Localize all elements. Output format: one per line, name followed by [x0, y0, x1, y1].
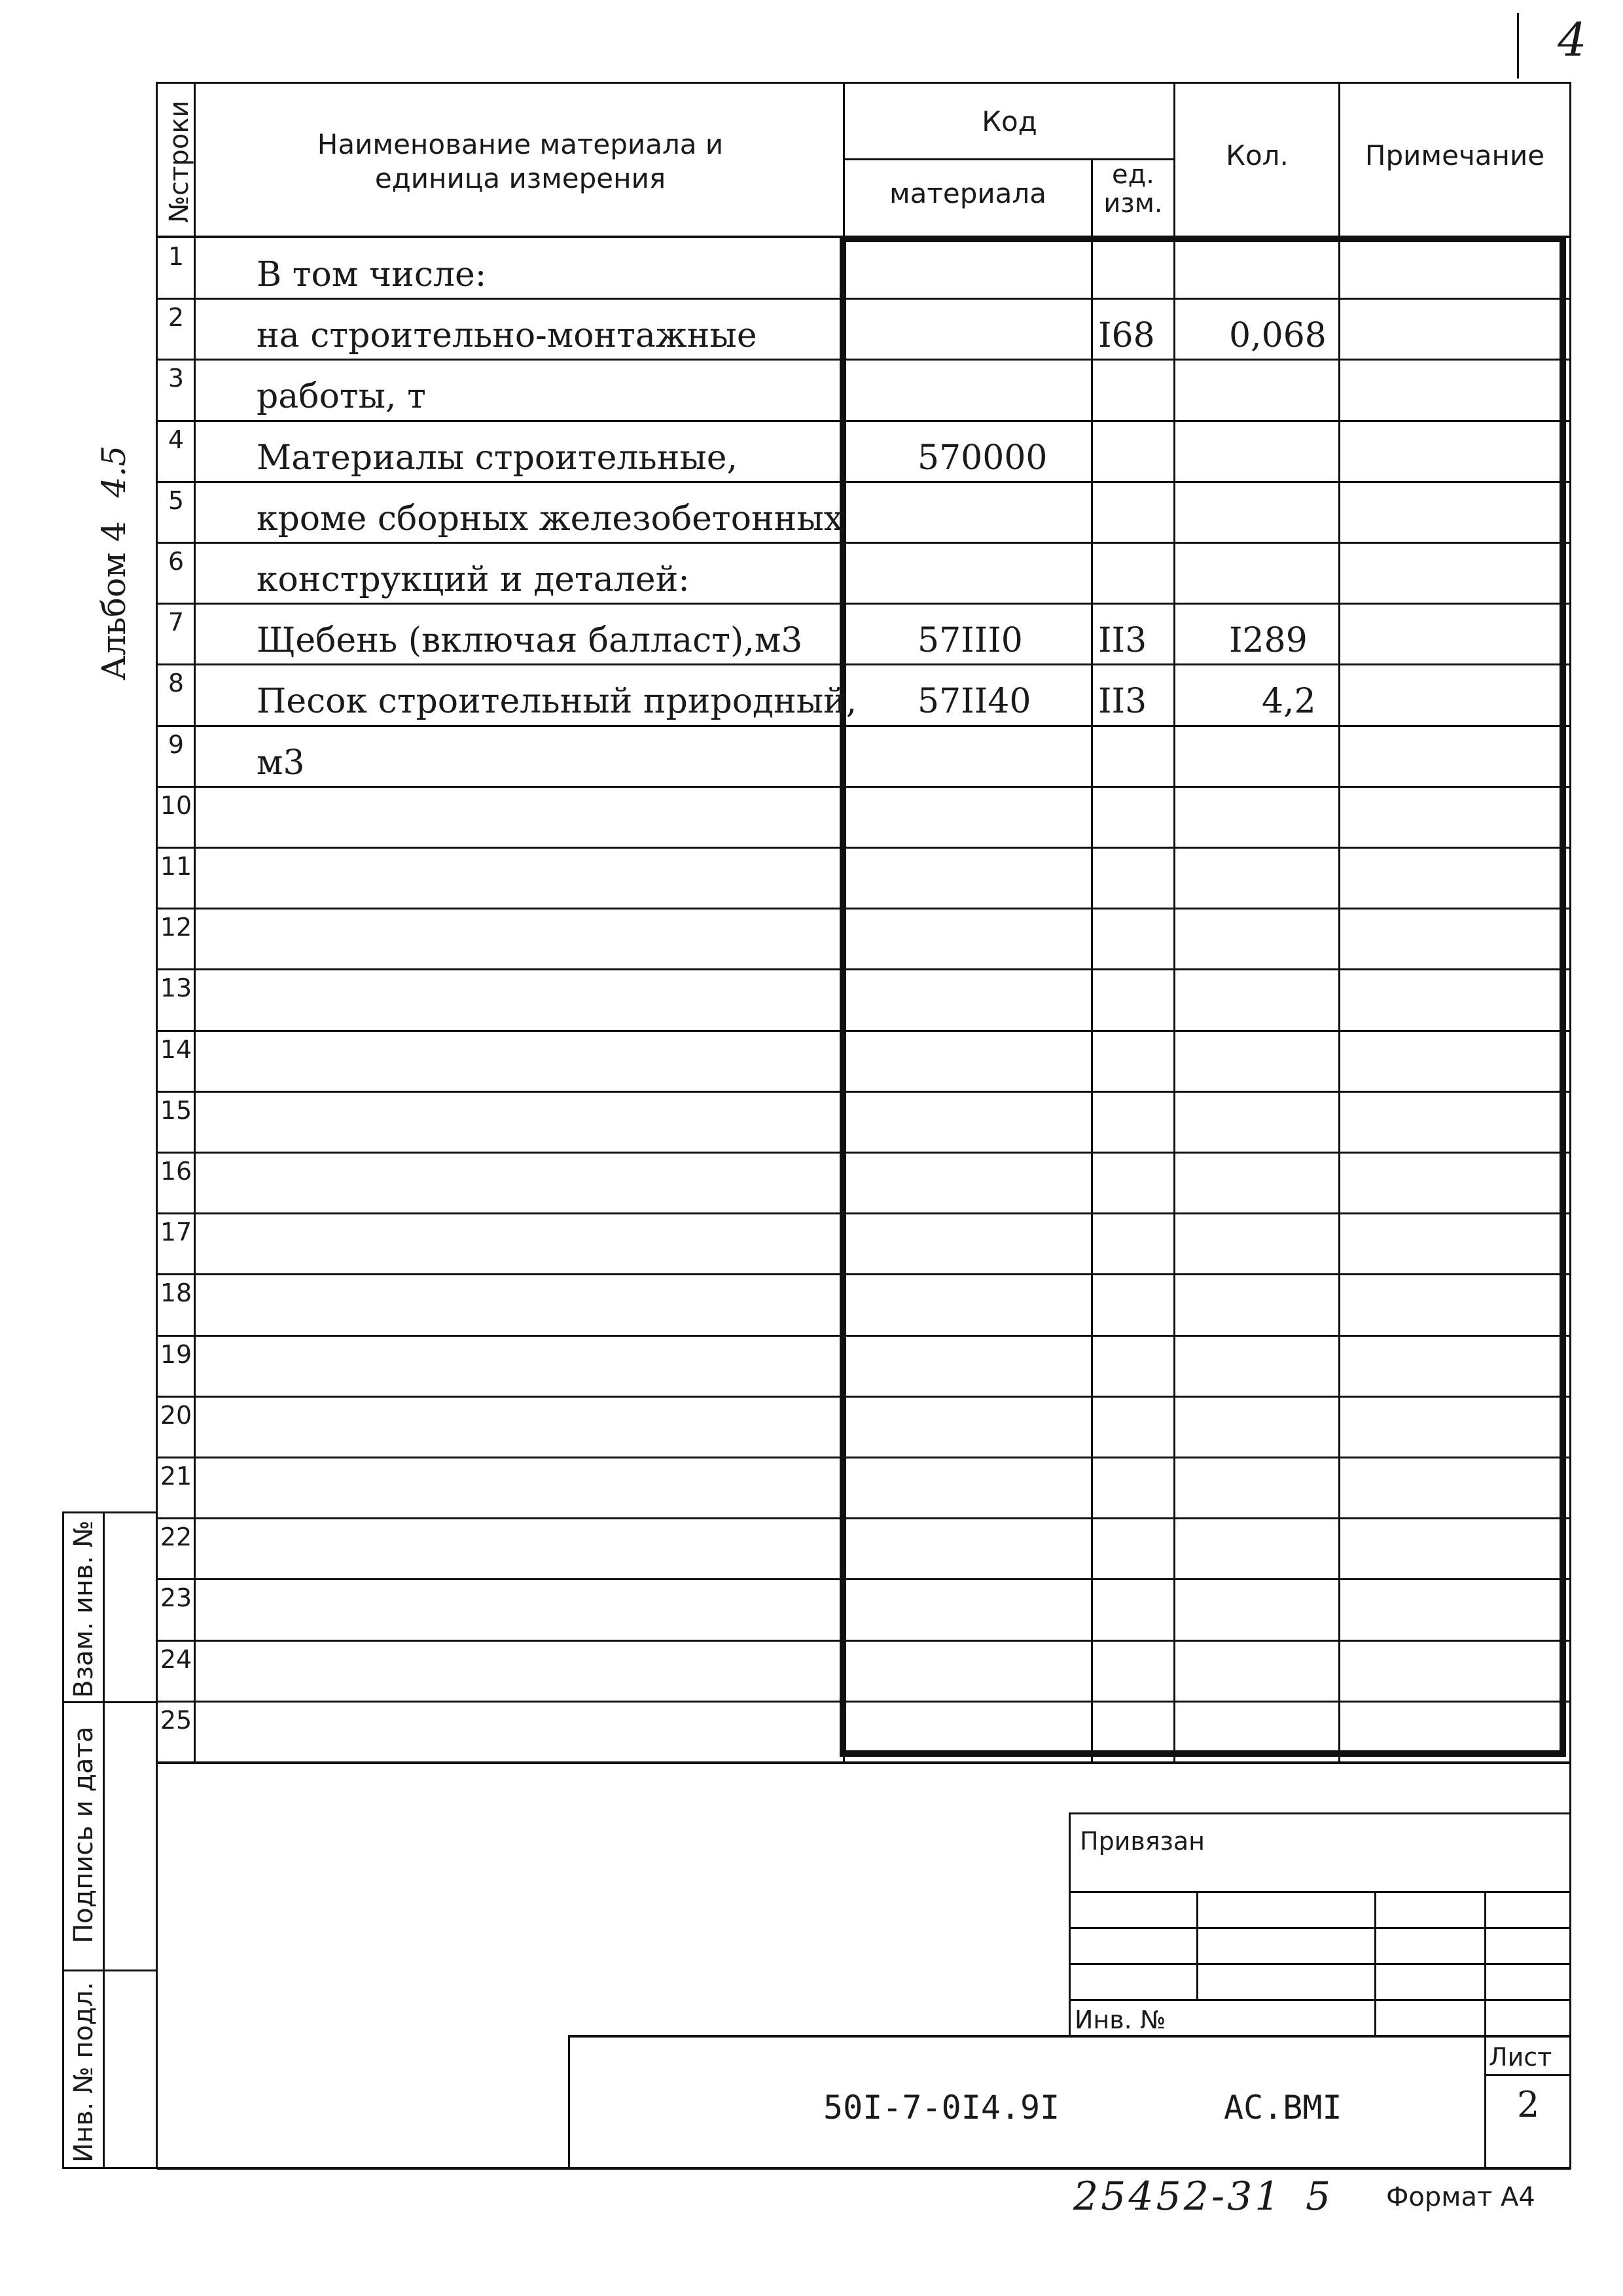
side-album-label [95, 446, 133, 680]
doc-block-left [568, 2035, 570, 2169]
privyazan-left [1069, 1812, 1071, 2035]
row-divider [157, 1030, 1571, 1032]
row-divider [157, 603, 1571, 605]
row-divider [157, 1273, 1571, 1275]
row-divider [157, 481, 1571, 483]
header-quantity: Кол. [1226, 139, 1289, 171]
side-podpis-data: Подпись и дата [69, 1726, 99, 1943]
row-number: 18 [160, 1279, 192, 1307]
title-block-top [157, 1761, 1571, 1764]
row-divider [157, 1640, 1571, 1642]
row-material-code: 57II40 [918, 682, 1031, 721]
inv-no-label: Инв. № [1075, 2005, 1166, 2034]
row-divider [157, 1517, 1571, 1519]
row-unit-code: II3 [1098, 621, 1147, 660]
privyazan-col2 [1374, 1891, 1376, 2036]
doc-block-top [568, 2035, 1571, 2038]
row-divider [157, 1396, 1571, 1398]
footer-handwritten-extra: 5 [1306, 2174, 1331, 2219]
list-number: 2 [1517, 2084, 1540, 2125]
privyazan-line1 [1069, 1891, 1571, 1893]
row-divider [157, 542, 1571, 544]
row-divider [157, 1212, 1571, 1214]
header-code: Код [982, 105, 1037, 137]
side-strip-mid-line [103, 1511, 105, 2169]
side-strip-div2 [62, 1969, 156, 1971]
corner-divider [1517, 13, 1519, 79]
row-divider [157, 663, 1571, 665]
col-line-right [1569, 82, 1571, 2169]
row-divider [157, 1578, 1571, 1580]
row-material-name: конструкций и деталей: [257, 560, 690, 599]
table-top-border [157, 82, 1571, 84]
header-row-number: №строки [164, 100, 194, 223]
row-number: 21 [160, 1462, 192, 1491]
row-material-name: В том числе: [257, 255, 487, 294]
row-divider [157, 359, 1571, 361]
row-material-code: 570000 [918, 438, 1048, 478]
row-number: 7 [168, 608, 185, 637]
side-vzam-inv: Взам. инв. № [69, 1520, 99, 1698]
privyazan-line4 [1069, 1999, 1571, 2001]
row-quantity: 4,2 [1262, 682, 1316, 721]
privyazan-top [1069, 1812, 1571, 1814]
doc-code: 50I-7-0I4.9I [823, 2089, 1060, 2127]
row-number: 25 [160, 1706, 192, 1735]
row-number: 6 [168, 547, 185, 576]
corner-sheet-mark: 4 [1558, 13, 1587, 67]
header-code-unit: ед. изм. [1103, 160, 1163, 219]
footer-handwritten-number: 25452-31 [1073, 2174, 1283, 2219]
row-number: 24 [160, 1645, 192, 1674]
row-number: 14 [160, 1035, 192, 1064]
row-unit-code: II3 [1098, 682, 1147, 721]
format-label: Формат А4 [1386, 2182, 1535, 2212]
privyazan-line2 [1069, 1927, 1571, 1929]
row-number: 17 [160, 1218, 192, 1246]
row-number: 13 [160, 974, 192, 1002]
row-divider [157, 725, 1571, 727]
header-material-name: Наименование материала и единица измерения [317, 128, 724, 194]
row-divider [157, 1152, 1571, 1154]
side-inv-podl: Инв. № подл. [69, 1982, 99, 2163]
privyazan-col1 [1196, 1891, 1198, 2001]
row-number: 19 [160, 1340, 192, 1369]
list-divider [1484, 2074, 1571, 2076]
row-material-name: Песок строительный природный, [257, 682, 857, 721]
row-divider [157, 908, 1571, 910]
row-quantity: 0,068 [1229, 316, 1327, 355]
side-strip-left-line [62, 1511, 64, 2169]
row-number: 15 [160, 1096, 192, 1125]
row-number: 2 [168, 303, 185, 332]
col-line-left [156, 82, 158, 2169]
row-divider [157, 298, 1571, 300]
row-divider [157, 1457, 1571, 1458]
col-line-rownum [194, 82, 196, 1763]
album-label: Альбом 4 [95, 521, 133, 680]
row-divider [157, 420, 1571, 422]
row-number: 4 [168, 425, 185, 454]
title-block-bottom [157, 2167, 1571, 2170]
row-divider [157, 968, 1571, 970]
row-number: 3 [168, 364, 185, 393]
side-strip-div1 [62, 1701, 156, 1703]
side-strip-bottom [62, 2167, 156, 2169]
privyazan-line3 [1069, 1963, 1571, 1965]
row-number: 9 [168, 730, 185, 759]
row-divider [157, 1091, 1571, 1093]
list-label: Лист [1489, 2043, 1552, 2072]
header-note: Примечание [1364, 139, 1545, 171]
row-divider [157, 786, 1571, 788]
privyazan-col3 [1484, 1891, 1486, 2167]
row-number: 23 [160, 1583, 192, 1612]
row-unit-code: I68 [1098, 316, 1155, 355]
album-handwritten: 4.5 [95, 445, 133, 498]
side-strip-top [62, 1511, 156, 1513]
privyazan-label: Привязан [1080, 1827, 1205, 1856]
row-material-code: 57III0 [918, 621, 1023, 660]
row-number: 5 [168, 486, 185, 515]
row-number: 16 [160, 1157, 192, 1186]
row-number: 10 [160, 791, 192, 820]
row-material-name: на строительно-монтажные [257, 316, 757, 355]
side-stamp-strip [62, 1511, 154, 2169]
row-material-name: м3 [257, 743, 305, 783]
header-code-material: материала [889, 177, 1046, 209]
row-number: 8 [168, 669, 185, 698]
row-material-name: кроме сборных железобетонных [257, 499, 844, 539]
row-quantity: I289 [1229, 621, 1308, 660]
row-number: 1 [168, 242, 185, 271]
doc-mark: АС.ВМI [1224, 2089, 1342, 2127]
row-divider [157, 1335, 1571, 1337]
row-material-name: Материалы строительные, [257, 438, 738, 478]
row-divider [157, 847, 1571, 849]
row-number: 22 [160, 1523, 192, 1551]
row-material-name: работы, т [257, 377, 426, 416]
row-divider [157, 1701, 1571, 1703]
row-number: 20 [160, 1401, 192, 1430]
row-number: 11 [160, 852, 192, 881]
row-material-name: Щебень (включая балласт),м3 [257, 621, 803, 660]
row-number: 12 [160, 913, 192, 942]
